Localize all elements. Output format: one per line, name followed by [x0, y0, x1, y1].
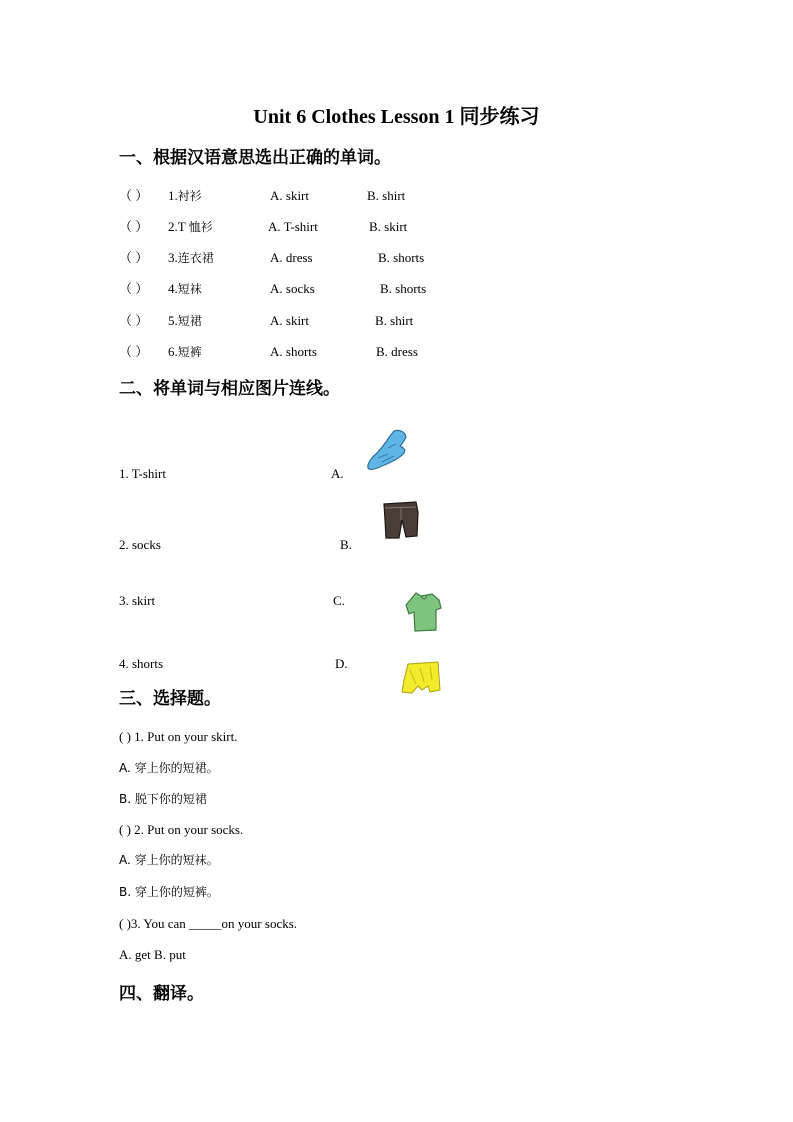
match-word-shorts[interactable]: 4. shorts: [119, 656, 164, 671]
option-b: B. shorts: [378, 250, 425, 265]
question-text: 1.衬衫: [168, 188, 202, 203]
question-1-option-a: A. 穿上你的短裙。: [119, 761, 219, 775]
question-2-option-b: B. 穿上你的短裤。: [119, 885, 219, 899]
shorts-picture[interactable]: [382, 500, 420, 540]
option-b: B. shirt: [367, 188, 406, 203]
match-word-socks[interactable]: 2. socks: [119, 537, 161, 552]
question-text: 2.T 恤衫: [168, 219, 213, 234]
question-text: 5.短裙: [168, 313, 202, 328]
answer-blank[interactable]: （ ）: [119, 281, 149, 296]
match-letter-b: B.: [340, 537, 352, 552]
page-title: Unit 6 Clothes Lesson 1 同步练习: [253, 106, 540, 128]
section4-heading: 四、翻译。: [119, 984, 204, 1004]
skirt-picture[interactable]: [364, 428, 410, 472]
answer-blank[interactable]: （ ）: [119, 250, 149, 265]
option-a: A. shorts: [270, 344, 317, 359]
match-letter-d: D.: [335, 656, 348, 671]
section2-heading: 二、将单词与相应图片连线。: [119, 379, 340, 399]
question-text: 3.连衣裙: [168, 250, 214, 265]
question-1-option-b: B. 脱下你的短裙: [119, 792, 207, 806]
option-a: A. dress: [270, 250, 313, 265]
answer-blank[interactable]: （ ）: [119, 188, 149, 203]
option-b: B. dress: [376, 344, 418, 359]
question-1[interactable]: ( ) 1. Put on your skirt.: [119, 729, 238, 744]
option-b: B. shirt: [375, 313, 414, 328]
match-letter-c: C.: [333, 593, 345, 608]
option-a: A. T-shirt: [268, 219, 318, 234]
option-b: B. skirt: [369, 219, 408, 234]
section1-heading: 一、根据汉语意思选出正确的单词。: [119, 148, 391, 168]
question-3[interactable]: ( )3. You can _____on your socks.: [119, 916, 298, 931]
question-text: 4.短袜: [168, 281, 202, 296]
socks-picture[interactable]: [400, 660, 442, 696]
option-a: A. skirt: [270, 313, 309, 328]
question-2[interactable]: ( ) 2. Put on your socks.: [119, 822, 244, 837]
t-shirt-picture[interactable]: [403, 590, 443, 634]
question-text: 6.短裤: [168, 344, 202, 359]
option-a: A. skirt: [270, 188, 309, 203]
answer-blank[interactable]: （ ）: [119, 344, 149, 359]
answer-blank[interactable]: （ ）: [119, 219, 149, 234]
answer-blank[interactable]: （ ）: [119, 313, 149, 328]
match-letter-a: A.: [331, 466, 344, 481]
match-word-skirt[interactable]: 3. skirt: [119, 593, 156, 608]
question-2-option-a: A. 穿上你的短袜。: [119, 853, 219, 867]
option-a: A. socks: [270, 281, 315, 296]
match-word-tshirt[interactable]: 1. T-shirt: [119, 466, 166, 481]
section3-heading: 三、选择题。: [119, 689, 221, 709]
question-3-options: A. get B. put: [119, 947, 186, 962]
option-b: B. shorts: [380, 281, 427, 296]
